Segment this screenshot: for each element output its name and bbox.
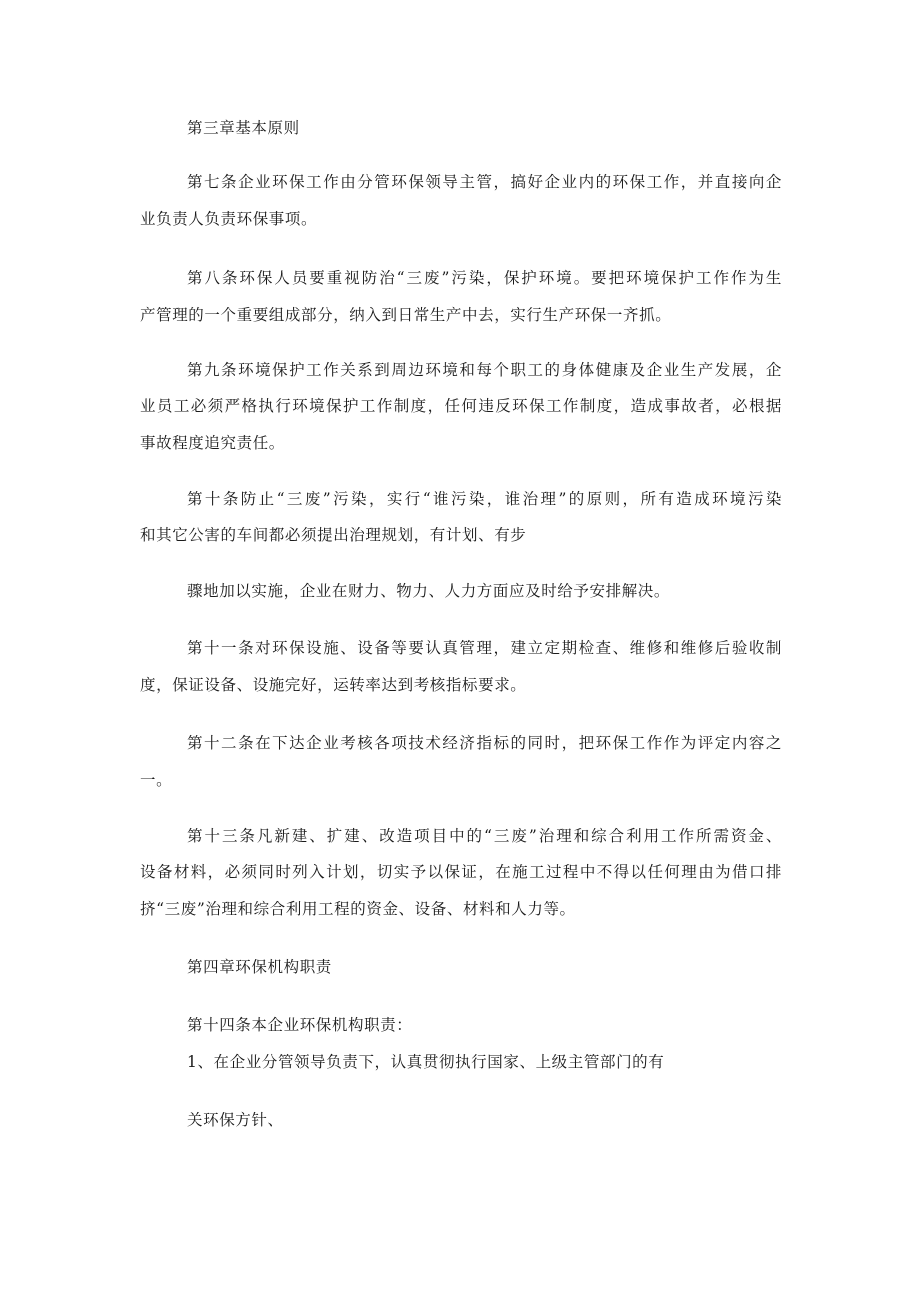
article-11-line-2: 度，保证设备、设施完好，运转率达到考核指标要求。 (140, 676, 527, 694)
chapter-4-heading: 第四章环保机构职责 (187, 958, 332, 976)
article-14-item-1-line-1: 1、在企业分管领导负责下，认真贯彻执行国家、上级主管部门的有 (187, 1053, 665, 1071)
article-9-line-3: 事故程度追究责任。 (140, 434, 285, 452)
article-11-line-1: 第十一条对环保设施、设备等要认真管理，建立定期检查、维修和维修后验收制 (187, 639, 782, 657)
article-10-line-1: 第十条防止“三废”污染，实行“谁污染，谁治理”的原则，所有造成环境污染 (187, 490, 782, 508)
article-13-line-3: 挤“三废”治理和综合利用工程的资金、设备、材料和人力等。 (140, 900, 576, 918)
article-13-line-2: 设备材料，必须同时列入计划，切实予以保证，在施工过程中不得以任何理由为借口排 (140, 863, 782, 881)
article-7-line-1: 第七条企业环保工作由分管环保领导主管，搞好企业内的环保工作，并直接向企 (187, 173, 782, 191)
article-10-line-2: 和其它公害的车间都必须提出治理规划，有计划、有步 (140, 526, 527, 544)
article-8-line-2: 产管理的一个重要组成部分，纳入到日常生产中去，实行生产环保一齐抓。 (140, 306, 672, 324)
article-14-line-1: 第十四条本企业环保机构职责： (187, 1016, 413, 1034)
article-12-line-2: 一。 (140, 771, 173, 789)
article-12-line-1: 第十二条在下达企业考核各项技术经济指标的同时，把环保工作作为评定内容之 (187, 734, 782, 752)
article-14-item-1-line-2: 关环保方针、 (187, 1111, 284, 1129)
article-9-line-1: 第九条环境保护工作关系到周边环境和每个职工的身体健康及企业生产发展，企 (187, 361, 782, 379)
chapter-3-heading: 第三章基本原则 (187, 119, 300, 137)
article-7-line-2: 业负责人负责环保事项。 (140, 210, 318, 228)
article-9-line-2: 业员工必须严格执行环境保护工作制度，任何违反环保工作制度，造成事故者，必根据 (140, 397, 782, 415)
article-13-line-1: 第十三条凡新建、扩建、改造项目中的“三废”治理和综合利用工作所需资金、 (187, 827, 782, 845)
article-10-line-3: 骤地加以实施，企业在财力、物力、人力方面应及时给予安排解决。 (187, 582, 671, 600)
article-8-line-1: 第八条环保人员要重视防治“三废”污染，保护环境。要把环境保护工作作为生 (187, 269, 782, 287)
